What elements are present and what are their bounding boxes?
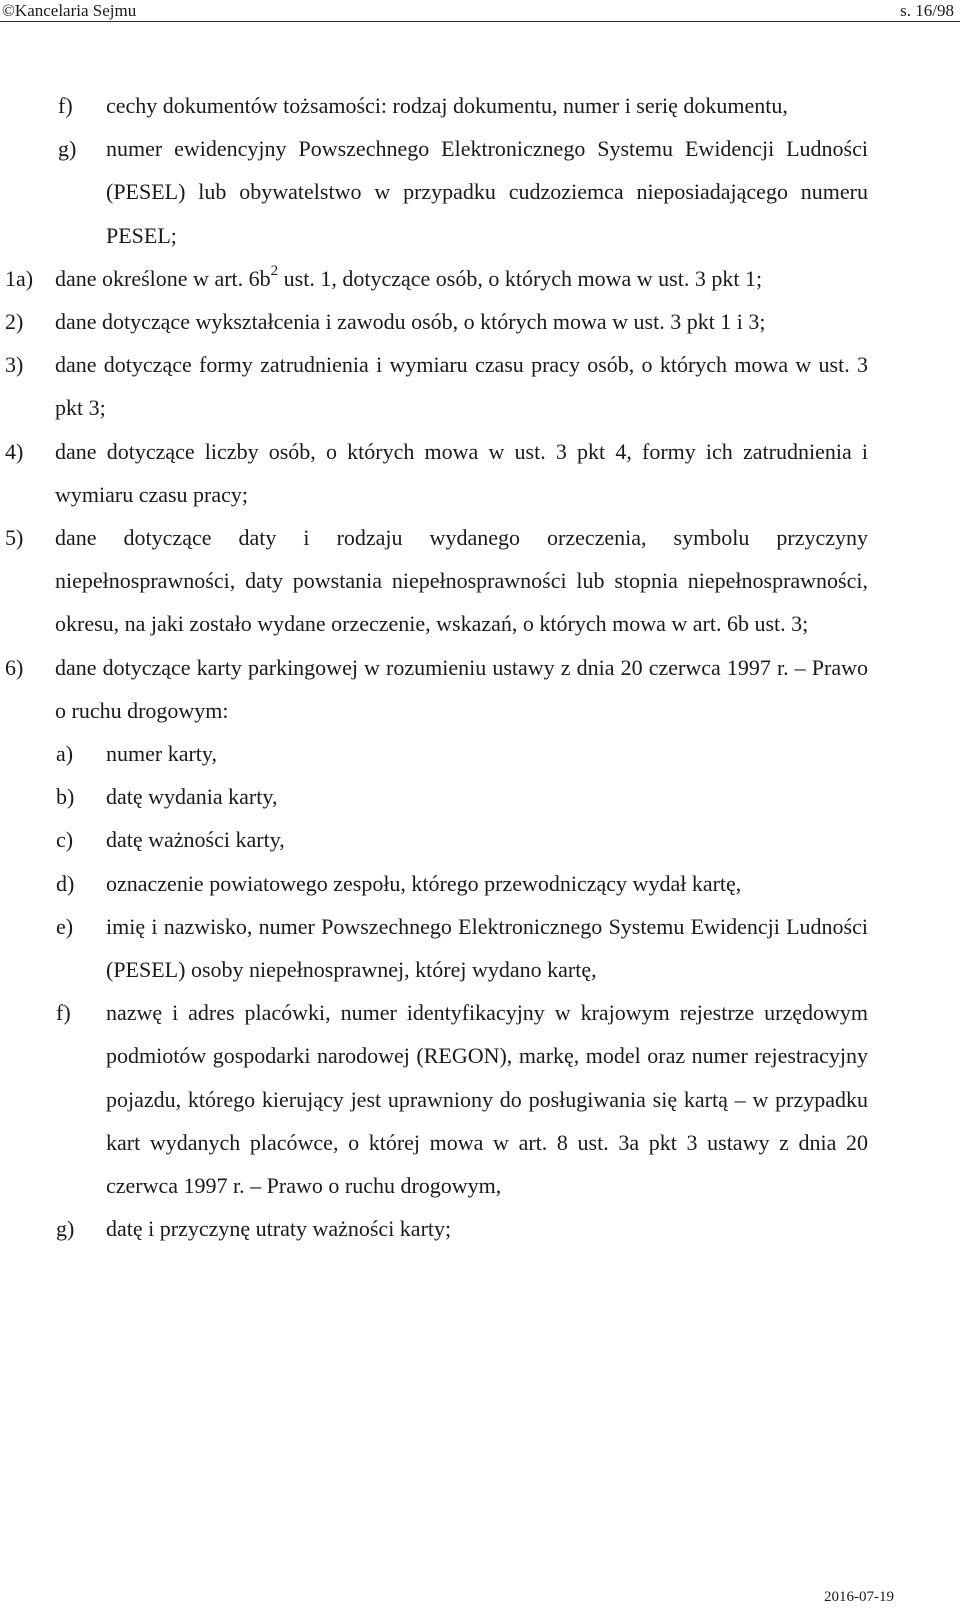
list-item-3 <box>5 343 868 429</box>
item-label: g) <box>56 1216 75 1242</box>
sub-item-e <box>56 905 868 991</box>
item-label: b) <box>56 784 75 810</box>
item-label: 5) <box>5 525 24 551</box>
header-rule <box>0 21 960 22</box>
list-item-f <box>58 84 868 127</box>
document-body <box>0 84 960 1250</box>
item-text: datę wydania karty, <box>106 784 278 810</box>
sub-item-a <box>56 732 868 775</box>
item-text: dane dotyczące karty parkingowej w rozumieniu ustawy z dnia 20 czerwca 1997 r. – Prawo o ruchu drogowym: <box>55 654 868 723</box>
item-text: datę ważności karty, <box>106 827 285 853</box>
item-label: 1a) <box>5 265 34 291</box>
item-text: oznaczenie powiatowego zespołu, którego przewodniczący wydał kartę, <box>106 870 742 896</box>
sub-item-f <box>56 991 868 1207</box>
item-text: dane dotyczące formy zatrudnienia i wymiaru czasu pracy osób, o których mowa w ust. 3 pkt 3; <box>55 352 868 421</box>
item-text: numer karty, <box>106 741 217 767</box>
item-label: f) <box>58 93 73 118</box>
sub-item-c <box>56 818 868 861</box>
list-item-5 <box>5 516 868 646</box>
footer-date: 2016-07-19 <box>824 1589 894 1605</box>
item-text: datę i przyczynę utraty ważności karty; <box>106 1216 452 1242</box>
item-label: d) <box>56 870 75 896</box>
item-text: nazwę i adres placówki, numer identyfikacyjny w krajowym rejestrze urzędowym podmiotów gospodarki narodowej (REGON), markę, model oraz numer rejestracyjny pojazdu, którego kierujący jest uprawniony do posługiwania się kartą – w przypadku kart wydanych placówce, o której mowa w art. 8 ust. 3a pkt 3 ustawy z dnia 20 czerwca 1997 r. – Prawo o ruchu drogowym, <box>106 1000 868 1199</box>
list-item-g <box>58 127 868 257</box>
page-header <box>0 0 960 22</box>
sub-item-g <box>56 1207 868 1250</box>
list-item-6 <box>5 646 868 732</box>
item-label: 2) <box>5 309 24 335</box>
item-text: cechy dokumentów tożsamości: rodzaj dokumentu, numer i serię dokumentu, <box>106 93 788 118</box>
item-text <box>55 263 763 291</box>
item-label: f) <box>56 1000 71 1026</box>
header-source: ©Kancelaria Sejmu <box>2 1 137 20</box>
item-label: 4) <box>5 438 24 464</box>
sub-item-d <box>56 862 868 905</box>
item-label: c) <box>56 827 74 853</box>
item-label: 3) <box>5 352 24 378</box>
item-label: g) <box>58 136 77 162</box>
item-text: dane dotyczące wykształcenia i zawodu osób, o których mowa w ust. 3 pkt 1 i 3; <box>55 309 766 335</box>
item-text-before: dane określone w art. 6b <box>55 265 271 291</box>
list-item-1a <box>5 257 868 300</box>
item-text: dane dotyczące liczby osób, o których mowa w ust. 3 pkt 4, formy ich zatrudnienia i wymiaru czasu pracy; <box>55 438 868 507</box>
list-item-4 <box>5 430 868 516</box>
header-page-number: s. 16/98 <box>900 1 954 20</box>
item-text: dane dotyczące daty i rodzaju wydanego orzeczenia, symbolu przyczyny niepełnosprawności, daty powstania niepełnosprawności lub stopnia niepełnosprawności, okresu, na jaki zostało wydane orzeczenie, wskazań, o których mowa w art. 6b ust. 3; <box>55 525 868 637</box>
item-text: numer ewidencyjny Powszechnego Elektronicznego Systemu Ewidencji Ludności (PESEL) lub obywatelstwo w przypadku cudzoziemca nieposiadającego numeru PESEL; <box>106 136 868 248</box>
item-text-after: ust. 1, dotyczące osób, o których mowa w ust. 3 pkt 1; <box>278 265 763 291</box>
item-label: a) <box>56 741 74 767</box>
item-text: imię i nazwisko, numer Powszechnego Elektronicznego Systemu Ewidencji Ludności (PESEL) osoby niepełnosprawnej, której wydano kartę, <box>106 913 868 983</box>
item-label: 6) <box>5 654 24 680</box>
item-label: e) <box>56 913 74 939</box>
sub-item-b <box>56 775 868 818</box>
list-item-2 <box>5 300 868 343</box>
superscript: 2 <box>270 263 279 280</box>
